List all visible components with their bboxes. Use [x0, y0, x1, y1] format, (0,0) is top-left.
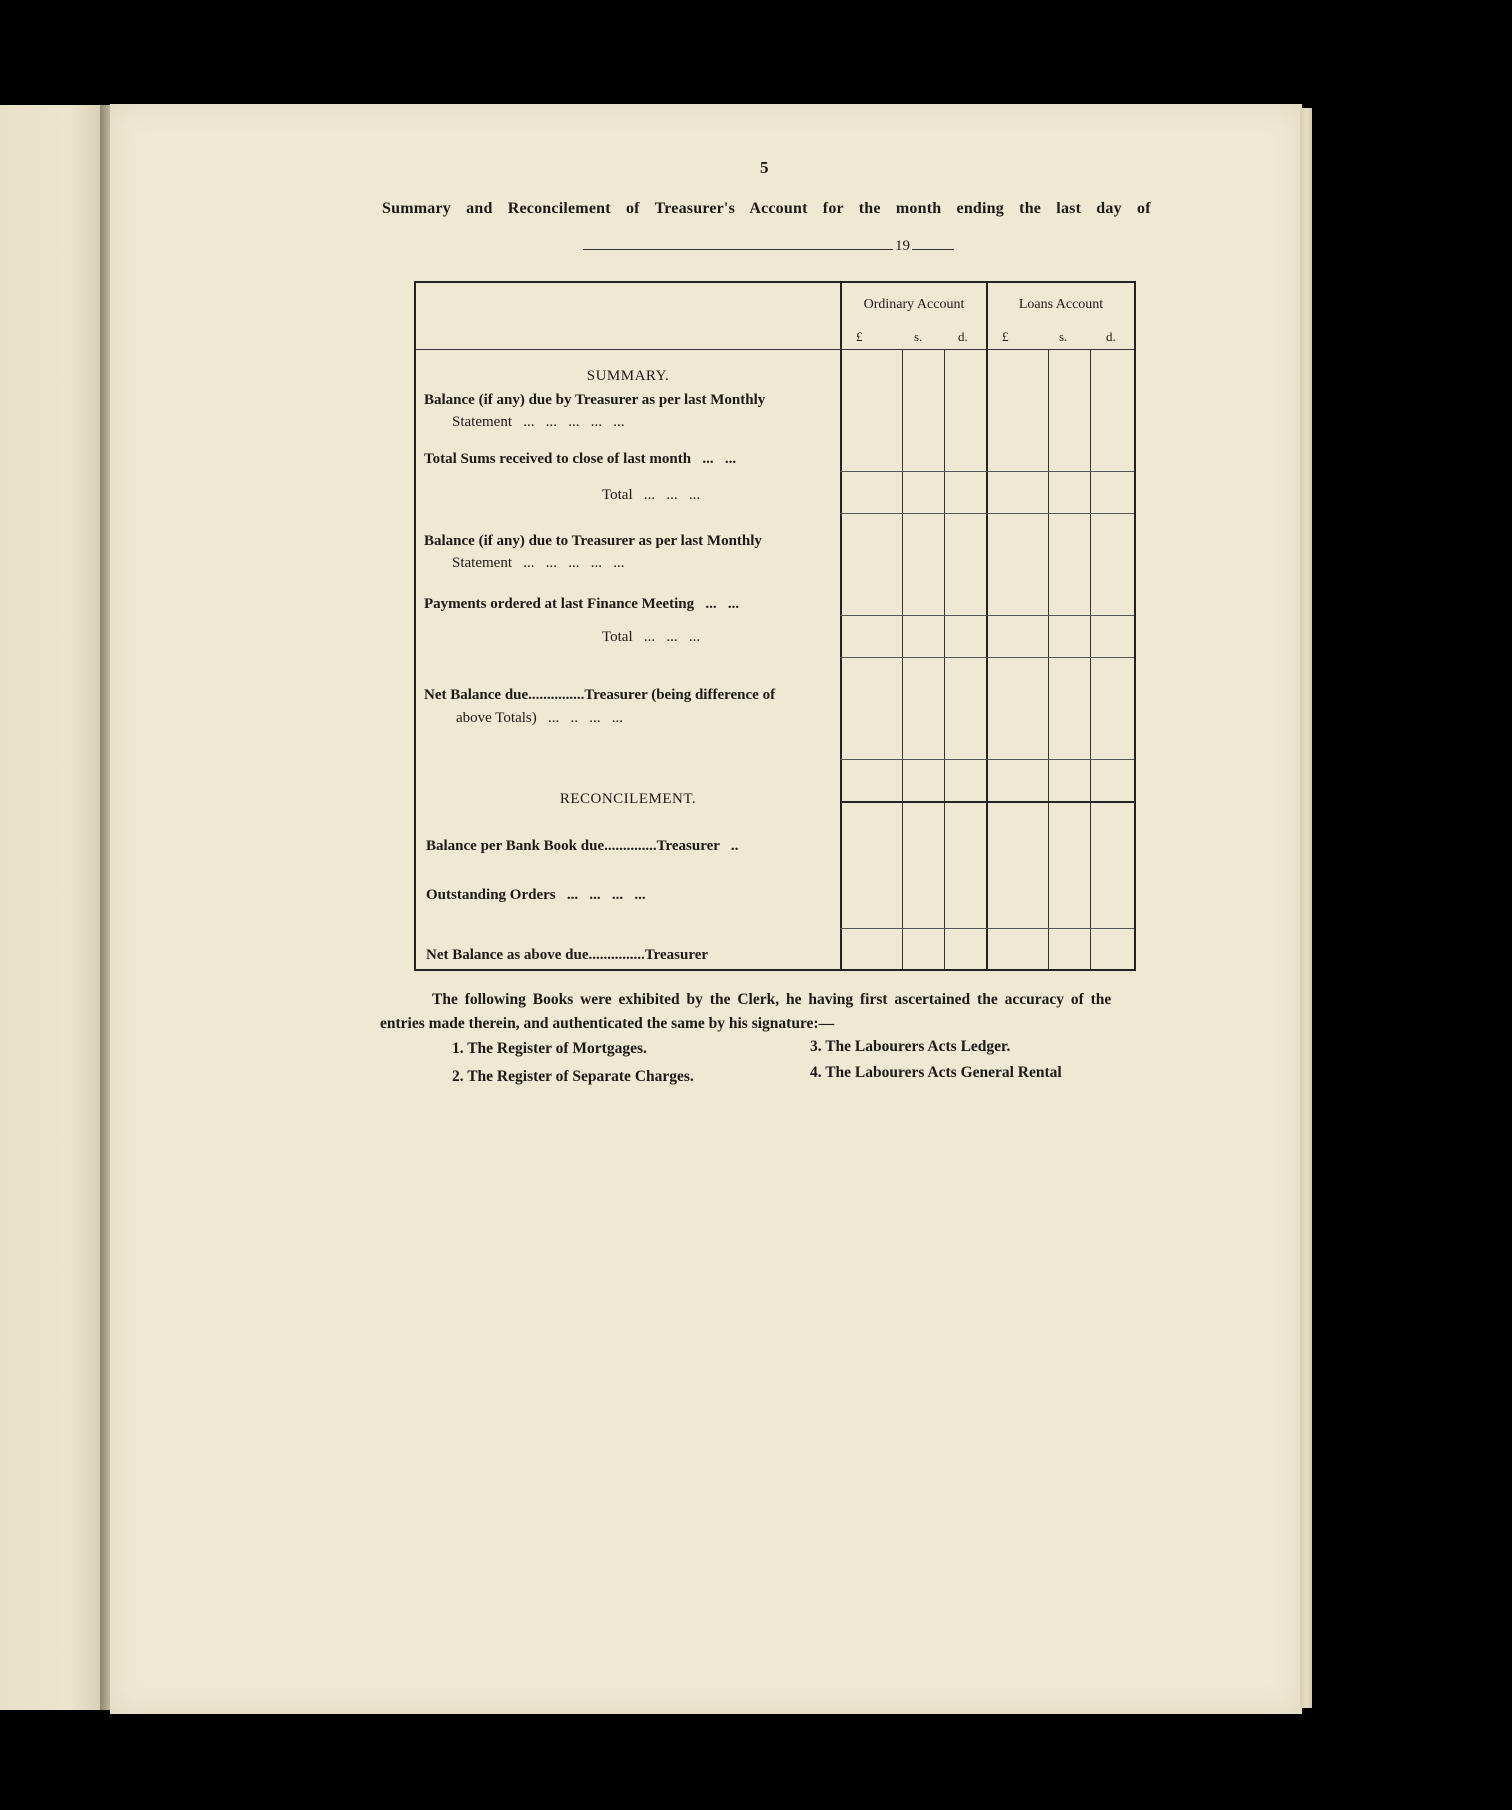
row-rule	[840, 801, 1134, 803]
ord-pounds-label: £	[856, 329, 863, 344]
book-item-4: 4. The Labourers Acts General Rental	[810, 1064, 1062, 1081]
row-rule	[840, 928, 1134, 929]
row-rule	[840, 615, 1134, 616]
year-blank	[912, 249, 954, 250]
page-heading: Summary and Reconcilement of Treasurer's Account for the month ending the last day of	[382, 200, 1151, 217]
row-rule	[840, 657, 1134, 658]
payments-ordered: Payments ordered at last Finance Meeting ... ...	[424, 596, 740, 612]
date-blank	[583, 249, 893, 250]
total-line-1: Total ... ... ...	[602, 487, 701, 503]
header-separator	[416, 349, 1134, 350]
ord-pence-label: d.	[958, 329, 968, 344]
col-divider-main	[840, 283, 842, 969]
balance-due-by-line2: Statement ... ... ... ... ...	[452, 414, 625, 430]
summary-title: SUMMARY.	[586, 368, 670, 384]
paragraph-line-2: entries made therein, and authenticated the same by his signature:—	[380, 1015, 835, 1032]
col-divider-ord-s	[902, 349, 903, 969]
reconcilement-title: RECONCILEMENT.	[559, 791, 697, 807]
balance-due-to-line2: Statement ... ... ... ... ...	[452, 555, 625, 571]
outstanding-orders: Outstanding Orders ... ... ... ...	[426, 887, 646, 903]
ord-shillings-label: s.	[914, 329, 923, 344]
loan-pounds-label: £	[1002, 329, 1009, 344]
row-rule	[840, 759, 1134, 760]
total-line-2: Total ... ... ...	[602, 629, 701, 645]
bank-book-balance: Balance per Bank Book due..............Treasurer ..	[426, 838, 739, 854]
col-divider-loan-s	[1048, 349, 1049, 969]
ordinary-account-header: Ordinary Account	[863, 297, 965, 312]
balance-due-to-line1: Balance (if any) due to Treasurer as per last Monthly	[424, 533, 762, 549]
loans-account-header: Loans Account	[1018, 297, 1104, 312]
net-balance-line1: Net Balance due...............Treasurer (being difference of	[424, 687, 776, 703]
left-page-edge	[0, 105, 100, 1710]
total-sums-received: Total Sums received to close of last month ... ...	[424, 451, 737, 467]
loan-shillings-label: s.	[1059, 329, 1068, 344]
paragraph-line-1: The following Books were exhibited by the Clerk, he having first ascertained the accuracy of the	[432, 991, 1112, 1008]
col-divider-loans	[986, 283, 988, 969]
account-table	[414, 281, 1136, 971]
page-number: 5	[760, 158, 769, 177]
net-balance-line2: above Totals) ... .. ... ...	[456, 710, 623, 726]
row-rule	[840, 513, 1134, 514]
date-year: 19	[895, 238, 910, 254]
book-item-3: 3. The Labourers Acts Ledger.	[810, 1038, 1011, 1055]
col-divider-ord-d	[944, 349, 945, 969]
col-divider-loan-d	[1090, 349, 1091, 969]
exhibited-books-paragraph	[380, 988, 1180, 1036]
date-line	[583, 238, 954, 255]
loan-pence-label: d.	[1106, 329, 1116, 344]
page-stack-edge	[1300, 108, 1312, 1708]
balance-due-by-line1: Balance (if any) due by Treasurer as per last Monthly	[424, 392, 766, 408]
book-item-2: 2. The Register of Separate Charges.	[452, 1068, 694, 1085]
net-balance-as-above: Net Balance as above due...............Treasurer	[426, 947, 709, 963]
book-item-1: 1. The Register of Mortgages.	[452, 1040, 647, 1057]
row-rule	[840, 471, 1134, 472]
